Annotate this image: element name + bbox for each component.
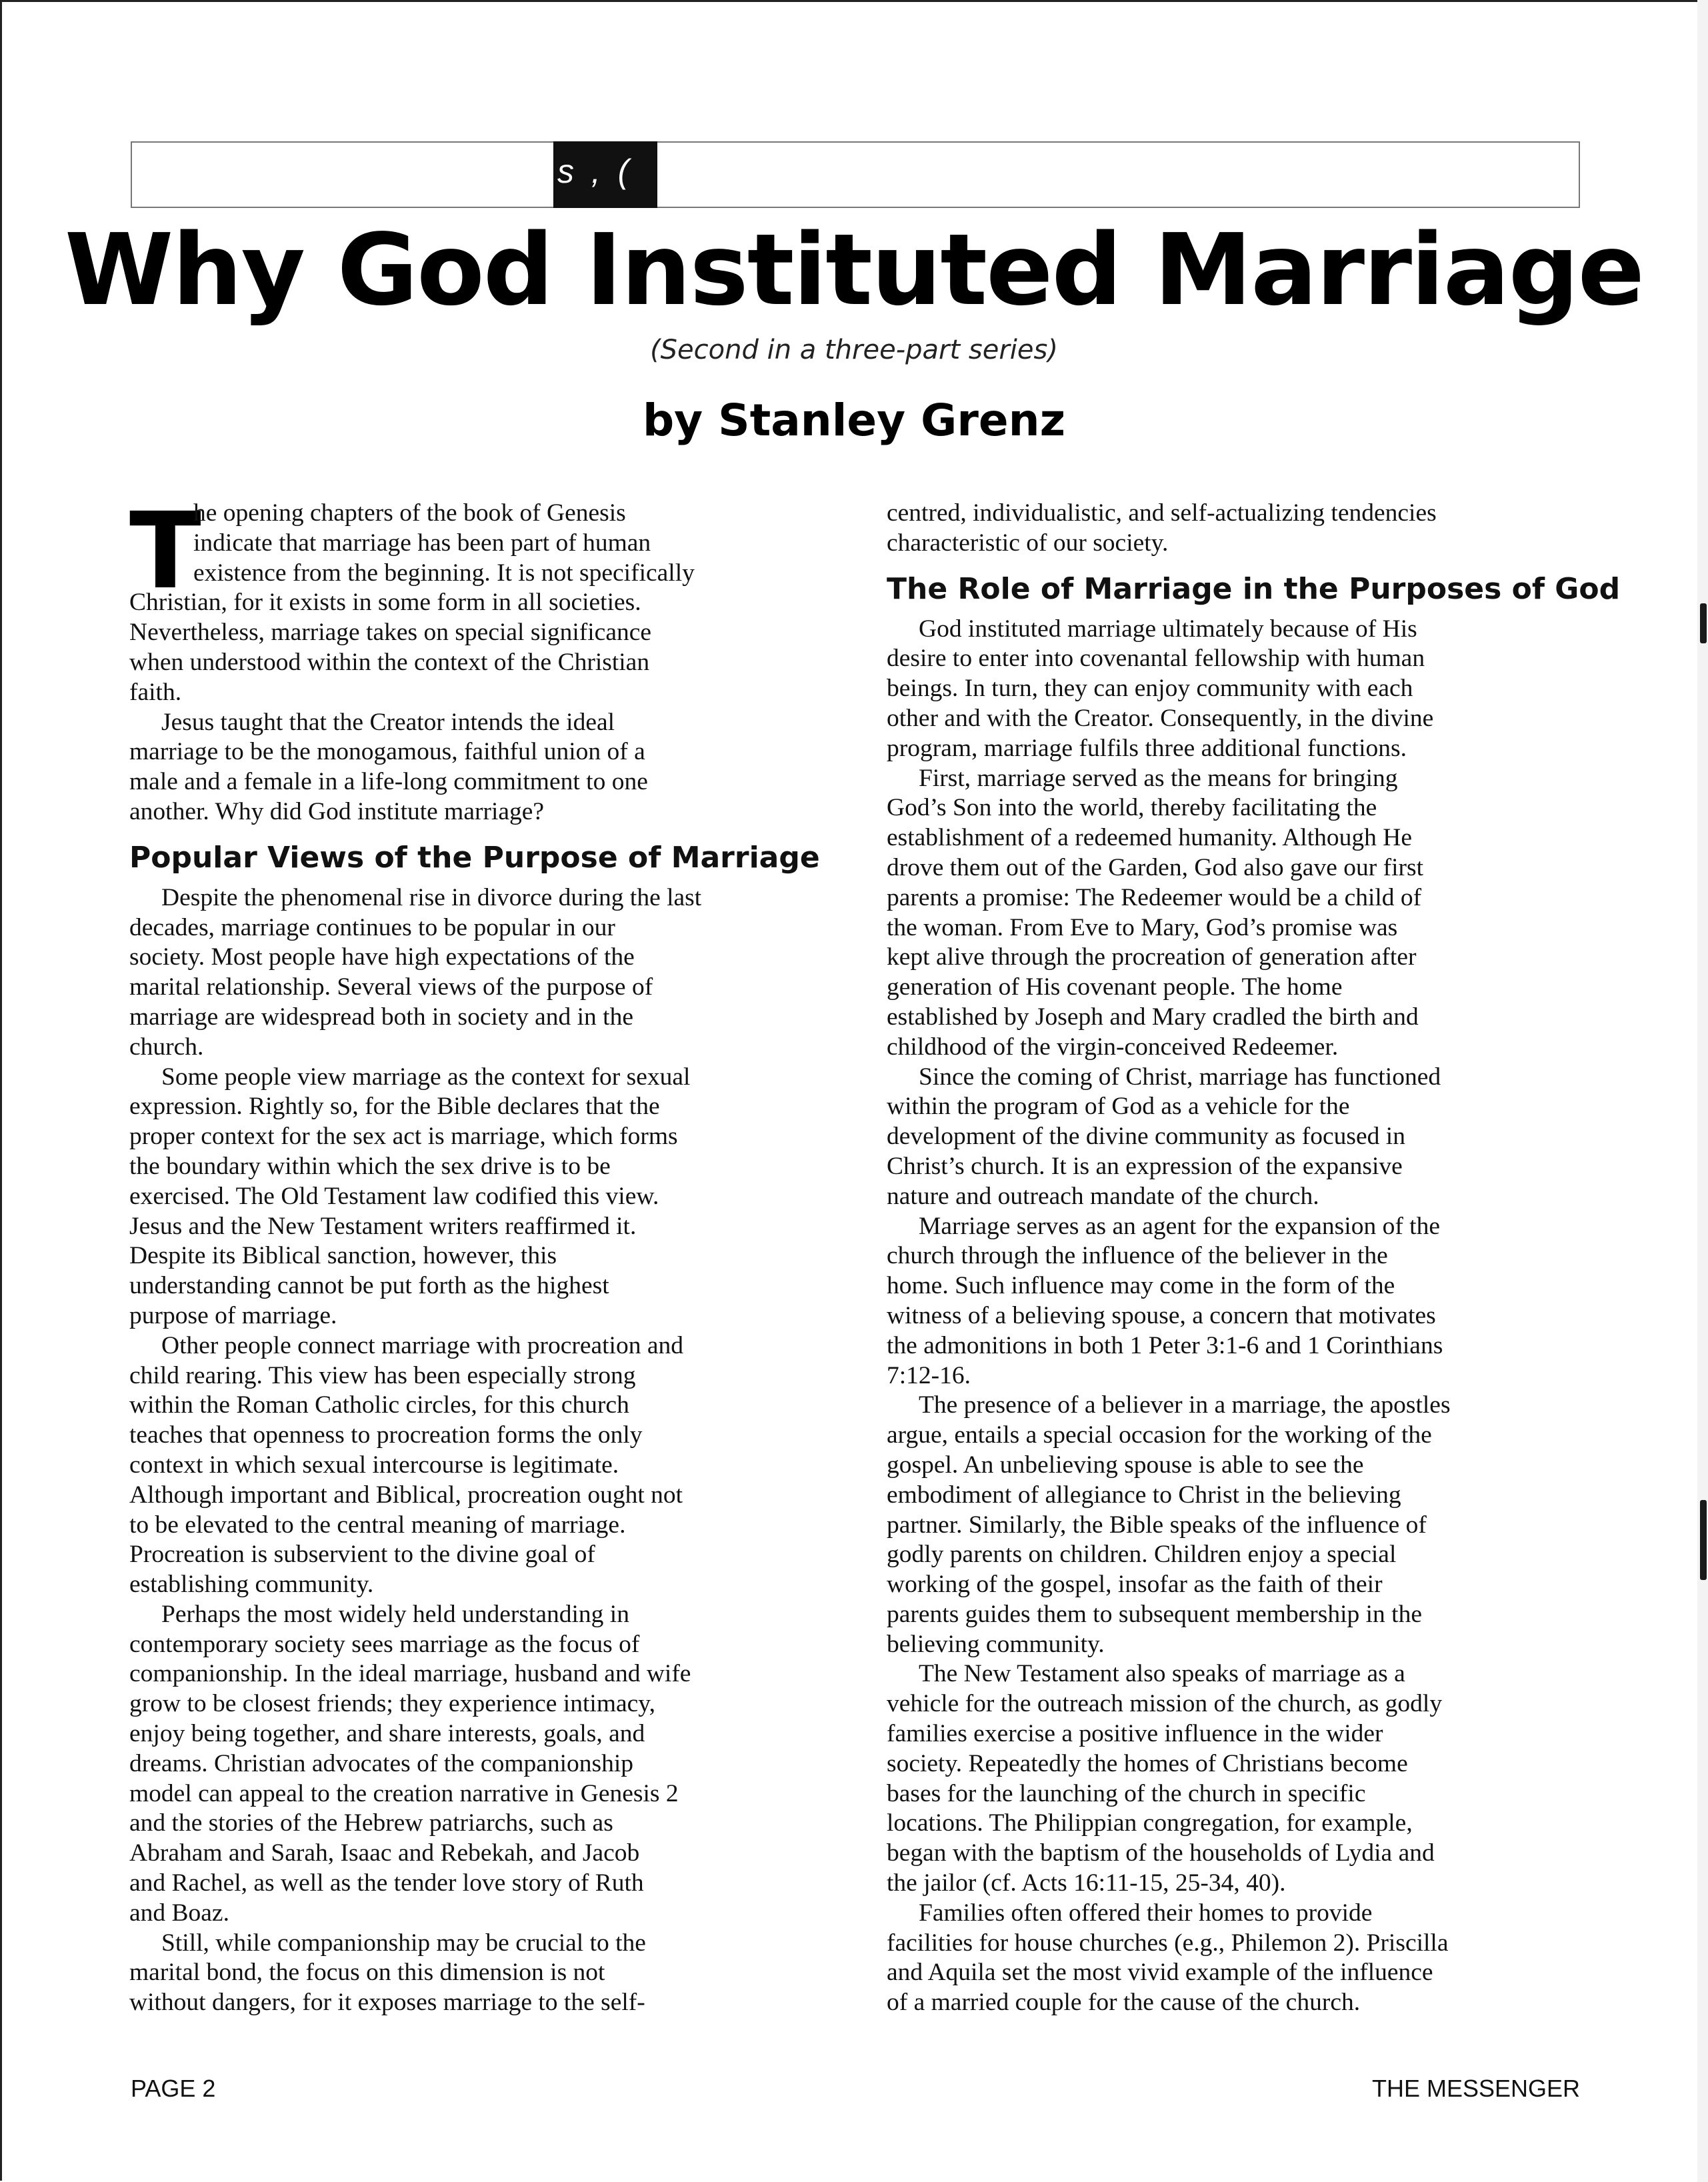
- text-line: 7:12-16.: [887, 1361, 971, 1389]
- text-line: the jailor (cf. Acts 16:11-15, 25-34, 40).: [887, 1869, 1286, 1897]
- text-line: exercised. The Old Testament law codified this view.: [129, 1182, 659, 1210]
- text-line: indicate that marriage has been part of human: [193, 529, 651, 557]
- text-line: God instituted marriage ultimately because of His: [919, 615, 1417, 643]
- text-line: bases for the launching of the church in specific: [887, 1779, 1366, 1807]
- scan-mark: [1700, 1500, 1707, 1580]
- text-line: and Boaz.: [129, 1899, 229, 1927]
- text-line: other and with the Creator. Consequently, in the divine: [887, 704, 1434, 732]
- text-line: marriage are widespread both in society and in the: [129, 1003, 633, 1031]
- text-line: church.: [129, 1033, 204, 1061]
- text-line: Nevertheless, marriage takes on special significance: [129, 619, 651, 647]
- text-line: development of the divine community as focused in: [887, 1123, 1405, 1151]
- text-line: Jesus taught that the Creator intends the ideal: [161, 708, 615, 736]
- article-title: Why God Instituted Marriage: [65, 213, 1643, 327]
- text-line: to be elevated to the central meaning of marriage.: [129, 1511, 626, 1539]
- article-subtitle: (Second in a three-part series): [650, 335, 1058, 365]
- text-line: Abraham and Sarah, Isaac and Rebekah, and Jacob: [129, 1839, 640, 1867]
- text-line: establishment of a redeemed humanity. Although He: [887, 824, 1412, 852]
- text-line: drove them out of the Garden, God also gave our first: [887, 853, 1423, 881]
- text-line: contemporary society sees marriage as the focus of: [129, 1630, 640, 1658]
- article-byline: by Stanley Grenz: [642, 395, 1066, 446]
- text-line: locations. The Philippian congregation, for example,: [887, 1809, 1413, 1837]
- text-line: Some people view marriage as the context for sexual: [161, 1063, 691, 1091]
- text-line: male and a female in a life-long commitment to one: [129, 768, 648, 796]
- text-line: parents guides them to subsequent membership in the: [887, 1600, 1422, 1628]
- text-line: another. Why did God institute marriage?: [129, 797, 545, 825]
- text-line: God’s Son into the world, thereby facilitating the: [887, 794, 1377, 822]
- text-line: Despite its Biblical sanction, however, this: [129, 1242, 557, 1270]
- text-line: facilities for house churches (e.g., Philemon 2). Priscilla: [887, 1929, 1449, 1957]
- page-number: PAGE 2: [131, 2075, 216, 2102]
- text-line: vehicle for the outreach mission of the church, as godly: [887, 1690, 1443, 1718]
- text-line: child rearing. This view has been especially strong: [129, 1361, 636, 1389]
- text-line: marital bond, the focus on this dimension is not: [129, 1959, 605, 1987]
- header-banner: [131, 141, 1580, 208]
- text-line: Families often offered their homes to provide: [919, 1899, 1373, 1927]
- text-line: beings. In turn, they can enjoy community with each: [887, 675, 1413, 703]
- text-line: of a married couple for the cause of the church.: [887, 1989, 1361, 2017]
- text-line: and Aquila set the most vivid example of the influence: [887, 1959, 1433, 1987]
- text-line: families exercise a positive influence in the wider: [887, 1720, 1383, 1748]
- text-line: nature and outreach mandate of the church.: [887, 1182, 1319, 1210]
- text-line: Despite the phenomenal rise in divorce during the last: [161, 883, 702, 911]
- text-line: context in which sexual intercourse is legitimate.: [129, 1451, 619, 1479]
- section-heading: The Role of Marriage in the Purposes of God: [887, 571, 1621, 606]
- text-line: the boundary within which the sex drive is to be: [129, 1152, 611, 1180]
- text-line: grow to be closest friends; they experience intimacy,: [129, 1690, 655, 1718]
- text-line: godly parents on children. Children enjoy a special: [887, 1541, 1397, 1569]
- text-line: marriage to be the monogamous, faithful union of a: [129, 738, 645, 766]
- text-line: program, marriage fulfils three additional functions.: [887, 734, 1407, 762]
- text-line: establishing community.: [129, 1571, 374, 1599]
- text-line: Perhaps the most widely held understanding in: [161, 1600, 629, 1628]
- scan-right-edge: [1697, 0, 1708, 2182]
- text-line: home. Such influence may come in the form of the: [887, 1272, 1395, 1300]
- section-heading: Popular Views of the Purpose of Marriage: [129, 840, 820, 875]
- text-line: and Rachel, as well as the tender love story of Ruth: [129, 1869, 644, 1897]
- publication-name: THE MESSENGER: [1371, 2075, 1580, 2102]
- text-line: enjoy being together, and share interests, goals, and: [129, 1720, 645, 1748]
- text-line: The presence of a believer in a marriage, the apostles: [919, 1391, 1451, 1419]
- text-line: proper context for the sex act is marriage, which forms: [129, 1123, 678, 1151]
- text-line: dreams. Christian advocates of the companionship: [129, 1749, 634, 1777]
- text-line: expression. Rightly so, for the Bible declares that the: [129, 1093, 660, 1121]
- text-line: Procreation is subservient to the divine goal of: [129, 1541, 595, 1569]
- text-line: companionship. In the ideal marriage, husband and wife: [129, 1660, 691, 1688]
- text-line: Since the coming of Christ, marriage has functioned: [919, 1063, 1441, 1091]
- text-line: when understood within the context of the Christian: [129, 648, 650, 676]
- text-line: desire to enter into covenantal fellowship with human: [887, 645, 1425, 673]
- text-line: model can appeal to the creation narrative in Genesis 2: [129, 1779, 679, 1807]
- text-line: centred, individualistic, and self-actualizing tendencies: [887, 499, 1437, 527]
- text-line: society. Repeatedly the homes of Christians become: [887, 1749, 1408, 1777]
- text-line: Christ’s church. It is an expression of the expansive: [887, 1152, 1403, 1180]
- text-line: Still, while companionship may be crucial to the: [161, 1929, 646, 1957]
- text-line: without dangers, for it exposes marriage to the self-: [129, 1989, 645, 2017]
- text-line: teaches that openness to procreation forms the only: [129, 1421, 643, 1449]
- text-line: faith.: [129, 678, 182, 706]
- text-line: decades, marriage continues to be popular in our: [129, 913, 615, 941]
- text-line: he opening chapters of the book of Genesis: [193, 499, 626, 527]
- text-line: First, marriage served as the means for bringing: [919, 764, 1398, 792]
- text-line: partner. Similarly, the Bible speaks of the influence of: [887, 1511, 1427, 1539]
- text-line: the admonitions in both 1 Peter 3:1-6 and 1 Corinthians: [887, 1331, 1443, 1359]
- text-line: Jesus and the New Testament writers reaffirmed it.: [129, 1212, 637, 1240]
- text-line: argue, entails a special occasion for the working of the: [887, 1421, 1432, 1449]
- text-line: generation of His covenant people. The home: [887, 973, 1343, 1001]
- text-line: witness of a believing spouse, a concern that motivates: [887, 1301, 1436, 1329]
- text-line: kept alive through the procreation of generation after: [887, 943, 1417, 971]
- text-line: within the Roman Catholic circles, for this church: [129, 1391, 629, 1419]
- text-line: church through the influence of the believer in the: [887, 1242, 1388, 1270]
- text-line: established by Joseph and Mary cradled the birth and: [887, 1003, 1419, 1031]
- text-line: and the stories of the Hebrew patriarchs, such as: [129, 1809, 613, 1837]
- text-line: marital relationship. Several views of the purpose of: [129, 973, 653, 1001]
- right-column: [887, 499, 1621, 2018]
- text-line: parents a promise: The Redeemer would be a child of: [887, 883, 1422, 911]
- text-line: characteristic of our society.: [887, 529, 1169, 557]
- text-line: believing community.: [887, 1630, 1105, 1658]
- text-line: Marriage serves as an agent for the expansion of the: [919, 1212, 1440, 1240]
- text-line: The New Testament also speaks of marriage as a: [919, 1660, 1405, 1688]
- drop-cap: T: [129, 490, 201, 613]
- text-line: working of the gospel, insofar as the faith of their: [887, 1571, 1383, 1599]
- text-line: began with the baptism of the households of Lydia and: [887, 1839, 1435, 1867]
- text-line: Although important and Biblical, procreation ought not: [129, 1481, 683, 1509]
- text-line: the woman. From Eve to Mary, God’s promise was: [887, 913, 1398, 941]
- text-line: within the program of God as a vehicle for the: [887, 1093, 1350, 1121]
- text-line: Christian, for it exists in some form in all societies.: [129, 589, 641, 617]
- text-line: purpose of marriage.: [129, 1301, 337, 1329]
- text-line: embodiment of allegiance to Christ in the believing: [887, 1481, 1401, 1509]
- text-line: gospel. An unbelieving spouse is able to see the: [887, 1451, 1364, 1479]
- header-banner-fragment: s , (: [557, 153, 633, 190]
- left-column: [129, 490, 823, 2018]
- text-line: Other people connect marriage with procreation and: [161, 1331, 683, 1359]
- text-line: childhood of the virgin-conceived Redeemer.: [887, 1033, 1339, 1061]
- scan-mark: [1700, 603, 1707, 643]
- text-line: existence from the beginning. It is not specifically: [193, 559, 695, 587]
- text-line: society. Most people have high expectations of the: [129, 943, 635, 971]
- text-line: understanding cannot be put forth as the highest: [129, 1272, 609, 1300]
